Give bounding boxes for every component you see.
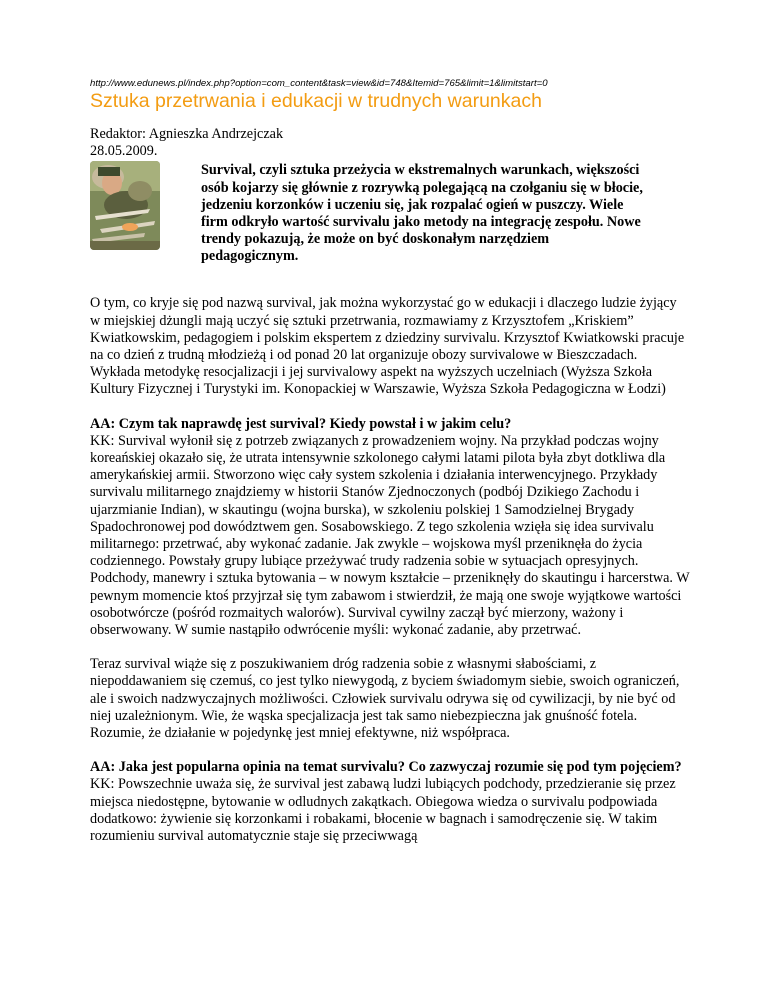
article-photo <box>90 161 160 250</box>
question-1: AA: Czym tak naprawdę jest survival? Kiedy powstał i w jakim celu? <box>90 415 512 432</box>
intro-paragraph: O tym, co kryje się pod nazwą survival, jak można wykorzystać go w edukacji i dlaczego ludzie żyjący w miejskiej dżungli mają uczyć się sztuki przetrwania, rozmawiamy z Krzysztofem „Kriskiem” Kwiatkowskim, pedagogiem i polskim ekspertem z dziedziny survivalu. Krzysztof Kwiatkowski pracuje na co dzień z trudną młodzieżą i od ponad 20 lat organizuje obozy survivalowe w Bieszczadach. Wykłada metodykę resocjalizacji i jej survivalowy aspekt na wyższych uczelniach (Wyższa Szkoła Kultury Fizycznej i Turystyki im. Konopackiej w Warszawie, Wyższa Szkoła Pedagogiczna w Łodzi) <box>90 295 685 398</box>
editor-line: Redaktor: Agnieszka Andrzejczak <box>90 126 284 142</box>
question-2: AA: Jaka jest popularna opinia na temat survivalu? Co zazwyczaj rozumie się pod tym pojęciem? <box>90 759 682 776</box>
date-line: 28.05.2009. <box>90 143 158 160</box>
answer-2: KK: Powszechnie uważa się, że survival jest zabawą ludzi lubiących podchody, przedzieranie się przez miejsca niedostępne, bytowanie w odludnych zakątkach. Obiegowa wiedza o survivalu podpowiada dodatkowo: żywienie się korzonkami i robakami, błocenie w bagnach i samodręczenie się. W takim rozumieniu survival automatycznie staje się przeciwwagą <box>90 776 676 845</box>
document-page <box>90 78 690 862</box>
lead-section <box>90 161 690 295</box>
lead-paragraph: Survival, czyli sztuka przeżycia w ekstremalnych warunkach, większości osób kojarzy się głównie z rozrywką polegającą na czołganiu się w błocie, jedzeniu korzonków i uczeniu się, jak rozpalać ogień w puszczy. Wiele firm odkryło wartość survivalu jako metody na integrację zespołu. Nowe trendy pokazują, że może on być doskonałym narzędziem pedagogicznym. <box>201 162 643 265</box>
answer-1: KK: Survival wyłonił się z potrzeb związanych z prowadzeniem wojny. Na przykład podczas wojny koreańskiej okazało się, że utrata intensywnie szkolonego całymi latami pilota była zbyt dotkliwa dla amerykańskiej armii. Stworzono więc cały system szkolenia i działania interwencyjnego. Przykłady survivalu militarnego znajdziemy w historii Stanów Zjednoczonych (podbój Dzikiego Zachodu i ujarzmianie Indian), w skautingu (wojna burska), w szkoleniu polskiej 1 Samodzielnej Brygady Spadochronowej pod dowództwem gen. Sosabowskiego. Z tego szkolenia wzięła się idea survivalu militarnego: przetrwać, aby wykonać zadanie. Jak zwykle – wojskowa myśl przeniknęła do życia codziennego. Powstały grupy lubiące przeżywać trudy radzenia sobie w sytuacjach opresyjnych. Podchody, manewry i sztuka bytowania – w nowym kształcie – przeniknęły do skautingu i harcerstwa. W pewnym momencie ktoś przyjrzał się tym zabawom i stwierdził, że mają one swoje wyjątkowe wartości osobotwórcze (pośród rozmaitych walorów). Survival cywilny zaczął być mierzony, ważony i obserwowany. W sumie nastąpiło odwrócenie myśli: wykonać zadanie, aby przetrwać. <box>90 432 690 639</box>
survival-photo-image <box>90 161 160 250</box>
source-url[interactable]: http://www.edunews.pl/index.php?option=com_content&task=view&id=748&Itemid=765&limit=1&limitstart=0 <box>90 78 548 89</box>
answer-1-continued: Teraz survival wiąże się z poszukiwaniem dróg radzenia sobie z własnymi słabościami, z niepoddawaniem się czemuś, co jest tylko niewygodą, z byciem świadomym siebie, swoich ograniczeń, ale i swoich nadzwyczajnych możliwości. Człowiek survivalu odrywa się od cywilizacji, by nie być od niej uzależnionym. Wie, że wąska specjalizacja jest tak samo niebezpieczna jak gnuśność fotela. Rozumie, że działanie w pojedynkę jest mniej efektywne, niż współpraca. <box>90 656 680 742</box>
article-title: Sztuka przetrwania i edukacji w trudnych warunkach <box>90 90 542 112</box>
